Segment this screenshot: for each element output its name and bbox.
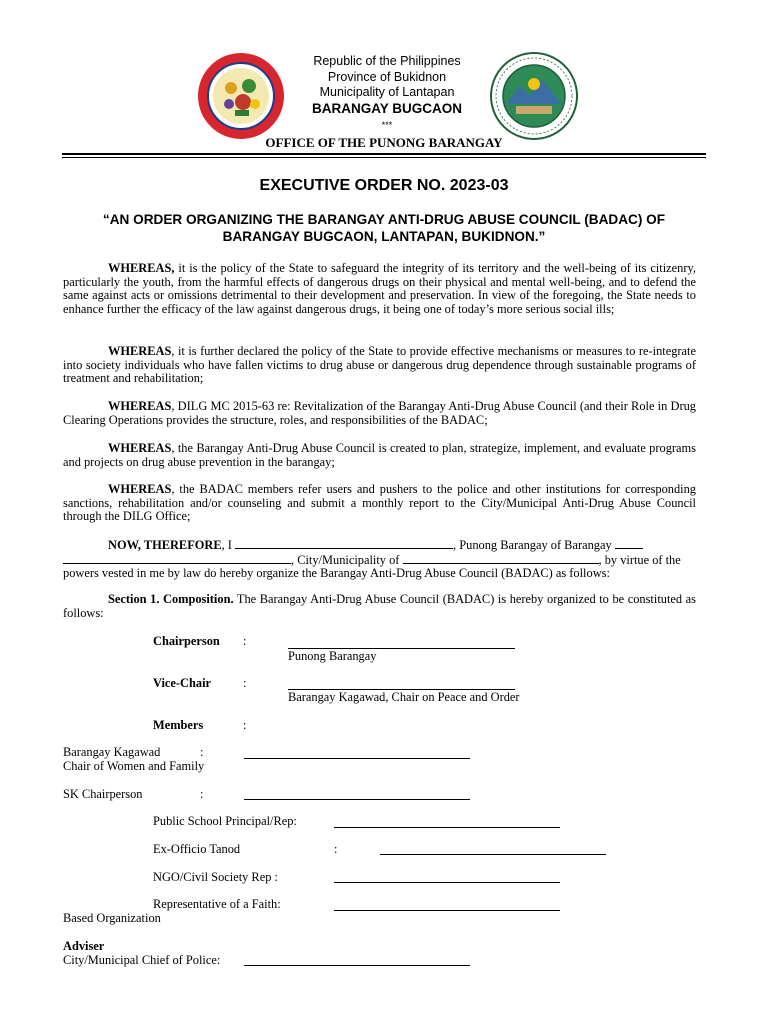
kagawad-label: Barangay Kagawad: [63, 745, 161, 759]
faith-rep-label: Representative of a Faith:: [153, 897, 281, 911]
barangay-blank-b[interactable]: [63, 553, 291, 564]
chairperson-label: Chairperson: [153, 634, 220, 648]
adviser-label: Adviser: [63, 939, 105, 953]
header-barangay: BARANGAY BUGCAON: [311, 101, 463, 116]
school-principal-signature-line[interactable]: [334, 827, 560, 828]
kagawad-label-line2: Chair of Women and Family: [63, 759, 205, 773]
ngo-label: NGO/Civil Society Rep :: [153, 870, 278, 884]
members-colon: :: [243, 718, 247, 732]
police-chief-signature-line[interactable]: [244, 965, 470, 966]
now-therefore-clause: NOW, THEREFORE, I , Punong Barangay of Barangay , City/Municipality of , by virtue of the powers vested in me by law do hereby organize the Barangay Anti-Drug Abuse Council (BADAC) as follows:: [63, 538, 681, 581]
kagawad-signature-line[interactable]: [244, 758, 470, 759]
header-municipality: Municipality of Lantapan: [319, 85, 455, 99]
header-province: Province of Bukidnon: [327, 70, 447, 84]
order-subtitle-line2: BARANGAY BUGCAON, LANTAPAN, BUKIDNON.”: [222, 229, 546, 244]
municipality-seal: [490, 52, 578, 140]
whereas-clause-4: WHEREAS, the Barangay Anti-Drug Abuse Council is created to plan, strategize, implement, and evaluate programs and projects on drug abuse prevention in the barangay;: [63, 441, 696, 469]
kagawad-colon: :: [200, 745, 204, 759]
whereas-clause-5: WHEREAS, the BADAC members refer users and pushers to the police and other institutions for corresponding sanctions, rehabilitation and/or counseling and submit a monthly report to the City/Municipal Anti-Drug Abuse Council through the DILG Office;: [63, 482, 696, 524]
sk-chairperson-label: SK Chairperson: [63, 787, 143, 801]
members-label: Members: [153, 718, 204, 732]
header-stars: ***: [381, 120, 393, 130]
ngo-signature-line[interactable]: [334, 882, 560, 883]
tanod-colon: :: [334, 842, 338, 856]
whereas-clause-3: WHEREAS, DILG MC 2015-63 re: Revitalization of the Barangay Anti-Drug Abuse Council (and their Role in Drug Clearing Operations provides the structure, roles, and responsibilities of the BADAC;: [63, 399, 696, 427]
vicechair-colon: :: [243, 676, 247, 690]
name-blank[interactable]: [235, 538, 453, 549]
police-chief-label: City/Municipal Chief of Police:: [63, 953, 221, 967]
faith-rep-label-line2: Based Organization: [63, 911, 161, 925]
tanod-signature-line[interactable]: [380, 854, 606, 855]
whereas-clause-1: WHEREAS, it is the policy of the State to safeguard the integrity of its territory and the well-being of its citizenry, particularly the youth, from the harmful effects of dangerous drugs on their physical and mental well-being, and to defend the same against acts or omissions detrimental to their development and preservation. In view of the foregoing, the State needs to enhance further the efficacy of the law against dangerous drugs, it being one of today’s more serious social ills;: [63, 261, 696, 316]
header-rule-thin: [62, 157, 706, 158]
vicechair-role: Barangay Kagawad, Chair on Peace and Order: [288, 690, 520, 704]
chairperson-role: Punong Barangay: [288, 649, 377, 663]
school-principal-label: Public School Principal/Rep:: [153, 814, 297, 828]
whereas-clause-2: WHEREAS, it is further declared the policy of the State to provide effective mechanisms or measures to re-integrate into society individuals who have fallen victims to drug abuse or dangerous drug dependence through sustainable programs of treatment and rehabilitation;: [63, 344, 696, 386]
vicechair-label: Vice-Chair: [153, 676, 212, 690]
order-subtitle-line1: “AN ORDER ORGANIZING THE BARANGAY ANTI-DRUG ABUSE COUNCIL (BADAC) OF: [102, 212, 666, 227]
sk-colon: :: [200, 787, 204, 801]
header-republic: Republic of the Philippines: [313, 54, 461, 68]
tanod-label: Ex-Officio Tanod: [153, 842, 241, 856]
header-rule: [62, 153, 706, 155]
barangay-seal: [197, 52, 285, 140]
chairperson-colon: :: [243, 634, 247, 648]
office-title: OFFICE OF THE PUNONG BARANGAY: [265, 135, 503, 150]
faith-rep-signature-line[interactable]: [334, 910, 560, 911]
section-1-composition: Section 1. Composition. The Barangay Anti-Drug Abuse Council (BADAC) is hereby organized to be constituted as follows:: [63, 592, 696, 620]
executive-order-title: EXECUTIVE ORDER NO. 2023-03: [259, 177, 509, 194]
municipality-blank[interactable]: [403, 553, 599, 564]
sk-signature-line[interactable]: [244, 799, 470, 800]
barangay-blank-a[interactable]: [615, 538, 643, 549]
